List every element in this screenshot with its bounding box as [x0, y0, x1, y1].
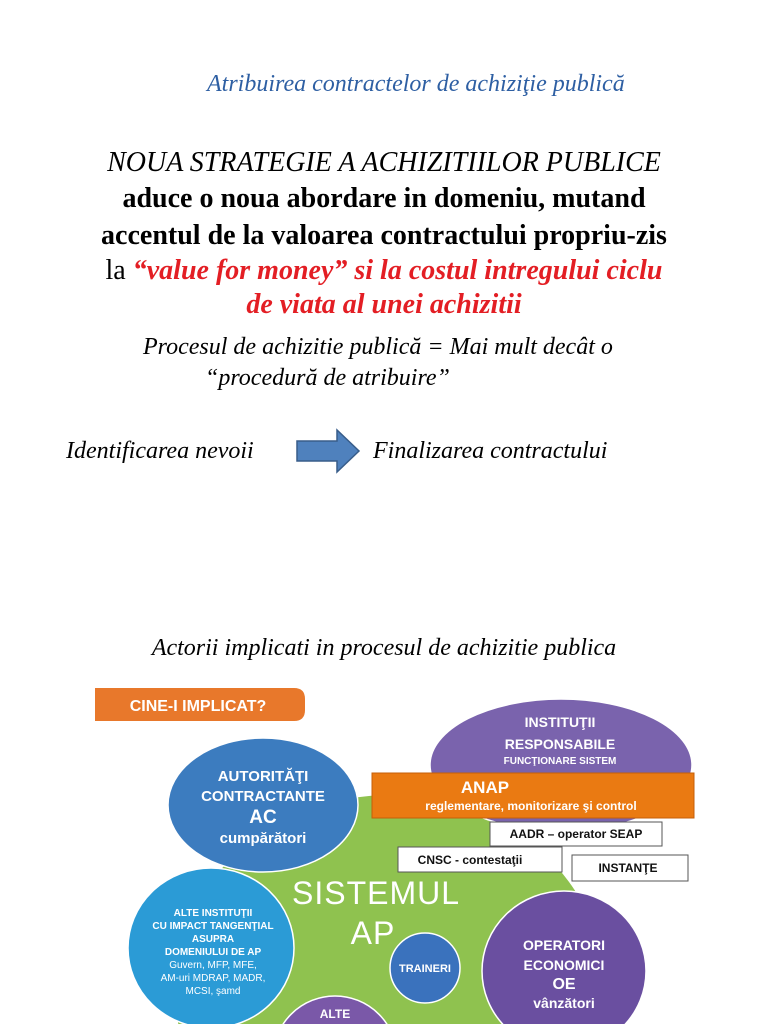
strategy-line-3: accentul de la valoarea contractului propriu-zis	[101, 220, 667, 251]
trainers-label: TRAINERI	[399, 963, 451, 975]
flow-end-label: Finalizarea contractului	[373, 438, 608, 464]
system-label-line-1: SISTEMUL	[291, 875, 461, 911]
operators-line-3: OE	[552, 976, 576, 993]
banner-label: CINE-I IMPLICAT?	[129, 698, 267, 715]
page-title: Atribuirea contractelor de achiziţie publică	[207, 71, 625, 97]
other-institutions-line-2: CU IMPACT TANGENŢIAL	[152, 921, 274, 932]
authorities-line-2: CONTRACTANTE	[201, 788, 325, 805]
aadr-label: AADR – operator SEAP	[509, 827, 643, 841]
authorities-line-3: AC	[249, 807, 277, 828]
operators-line-2: ECONOMICI	[523, 957, 605, 973]
other-institutions-line-7: MCSI, şamd	[185, 986, 241, 997]
other-institutions-circle	[128, 868, 294, 1024]
cnsc-label: CNSC - contestaţii	[417, 853, 523, 867]
institutions-line-2: RESPONSABILE	[504, 736, 616, 752]
other-institutions-line-6: AM-uri MDRAP, MADR,	[160, 973, 266, 984]
strategy-line-4	[0, 254, 768, 288]
actors-heading: Actorii implicati in procesul de achizitie publica	[151, 635, 617, 661]
strategy-line-1: NOUA STRATEGIE A ACHIZITIILOR PUBLICE	[107, 147, 661, 178]
authorities-circle	[168, 738, 358, 872]
flow-start-label: Identificarea nevoii	[66, 438, 254, 464]
operators-line-1: OPERATORI	[523, 937, 605, 953]
strategy-highlight-1: “value for money” si la costul intregului ciclu	[132, 255, 663, 286]
other-institutions-line-1: ALTE INSTITUŢII	[173, 908, 253, 919]
other-institutions-line-4: DOMENIULUI DE AP	[164, 947, 262, 958]
strategy-line-4-lead: la	[105, 255, 133, 286]
authorities-line-1: AUTORITĂŢI	[217, 768, 309, 785]
strategy-line-2: aduce o noua abordare in domeniu, mutand	[122, 183, 646, 214]
institutions-line-3: FUNCŢIONARE SISTEM	[503, 756, 617, 767]
arrow-shape	[297, 430, 359, 472]
process-line-2: “procedură de atribuire”	[205, 365, 450, 391]
authorities-line-4: cumpărători	[219, 830, 307, 847]
actors-diagram	[0, 680, 768, 1024]
right-arrow-icon	[295, 428, 361, 474]
process-line-1: Procesul de achizitie publică = Mai mult decât o	[143, 334, 613, 360]
strategy-highlight-2: de viata al unei achizitii	[246, 289, 522, 320]
other-orgs-line-1: ALTE	[319, 1007, 351, 1021]
anap-title: ANAP	[460, 778, 510, 797]
other-institutions-line-3: ASUPRA	[191, 934, 235, 945]
system-label-line-2: AP	[350, 915, 396, 951]
courts-label: INSTANŢE	[598, 861, 658, 875]
institutions-line-1: INSTITUŢII	[524, 714, 596, 730]
other-institutions-line-5: Guvern, MFP, MFE,	[169, 960, 257, 971]
operators-line-4: vânzători	[533, 995, 595, 1011]
anap-subtitle: reglementare, monitorizare şi control	[425, 799, 637, 813]
